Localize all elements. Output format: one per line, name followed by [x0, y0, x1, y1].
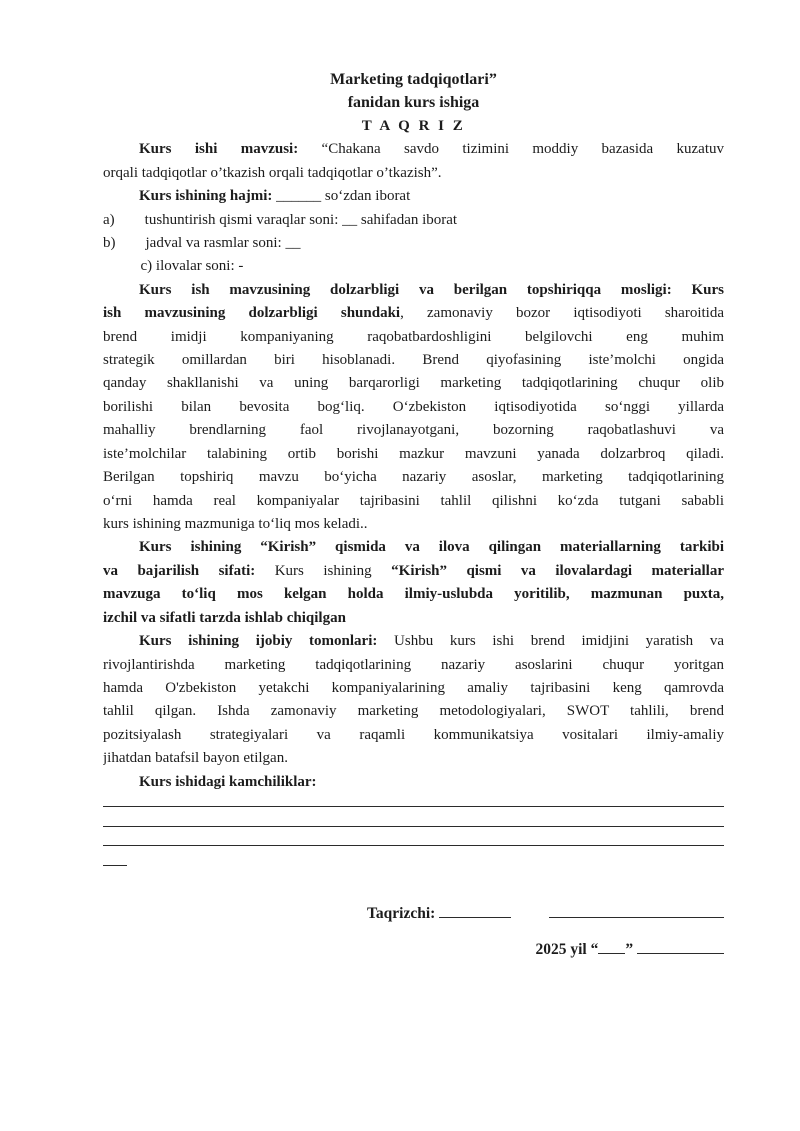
text-run: ”	[625, 941, 637, 958]
paragraph-line	[103, 302, 724, 325]
paragraph-line	[103, 162, 724, 185]
paragraph-line	[103, 771, 724, 794]
blank-underline-short	[103, 846, 127, 866]
blank-underline	[103, 807, 724, 827]
blank-underline	[103, 794, 724, 807]
paragraph-line	[103, 372, 724, 395]
text-run: brend imidji kompaniyaning raqobatbardoshligini belgilovchi eng muhim	[103, 328, 724, 345]
text-run: a) tushuntirish qismi varaqlar soni: __ sahifadan iborat	[103, 211, 458, 228]
paragraph-line	[103, 630, 724, 653]
text-run: Ushbu kurs ishi brend imidjini yaratish va	[394, 633, 724, 650]
paragraph-line	[103, 396, 724, 419]
text-run: Berilgan topshiriq mavzu bo‘yicha nazariy asoslar, marketing tadqiqotlarining	[103, 469, 724, 486]
paragraph-line	[103, 724, 724, 747]
text-run: 2025 yil “	[535, 941, 599, 958]
paragraph-line	[103, 232, 724, 255]
taqriz-heading	[103, 115, 724, 138]
text-run: mahalliy brendlarning faol rivojlanayotgani, bozorning raqobatlashuvi va	[103, 422, 724, 439]
text-run: orqali tadqiqotlar o’tkazish orqali tadqiqotlar o’tkazish”.	[103, 164, 442, 181]
paragraph-line	[103, 255, 724, 278]
paragraph-line	[103, 185, 724, 208]
fill-in-blank	[439, 906, 511, 918]
text-run: qanday shakllanishi va uning barqarorligi marketing tadqiqotlarining chuqur olib	[103, 375, 724, 392]
paragraph-line	[103, 209, 724, 232]
text-run: jihatdan batafsil bayon etilgan.	[103, 750, 288, 767]
text-run: iste’molchilar talabining ortib borishi mazkur mavzuni yanada dolzarbroq qiladi.	[103, 445, 724, 462]
text-run: borilishi bilan bevosita bog‘liq. O‘zbekiston iqtisodiyotida so‘nggi yillarda	[103, 398, 724, 415]
date-line	[103, 938, 724, 961]
blank-underline	[103, 827, 724, 847]
text-run: T A Q R I Z	[361, 117, 466, 134]
paragraph-line	[103, 607, 724, 630]
text-run: o‘rni hamda real kompaniyalar tajribasini tahlil qilishni ko‘zda tutgani sababli	[103, 492, 724, 509]
text-run: Kurs ishining ijobiy tomonlari:	[139, 633, 395, 650]
text-run: ish mavzusining dolzarbligi shundaki	[103, 305, 401, 322]
text-run: ______ so‘zdan iborat	[276, 188, 411, 205]
paragraph-line	[103, 513, 724, 536]
text-run: pozitsiyalash strategiyalari va raqamli kommunikatsiya vositalari ilmiy-amaliy	[103, 726, 724, 743]
paragraph-line	[103, 138, 724, 161]
fill-in-blank	[549, 906, 724, 918]
text-run: rivojlantirishda marketing tadqiqotlarining nazariy asoslarini chuqur yoritgan	[103, 656, 724, 673]
text-run: hamda O'zbekiston yetakchi kompaniyalarining amaliy tajribasini keng qamrovda	[103, 679, 724, 696]
document-title-line	[103, 68, 724, 91]
text-run: “Kirish” qismi va ilovalardagi materiallar	[391, 562, 724, 579]
text-run: “Chakana savdo tizimini moddiy bazasida kuzatuv	[321, 141, 724, 158]
text-run: fanidan kurs ishiga	[347, 94, 480, 112]
paragraph-line	[103, 279, 724, 302]
text-run: strategik omillardan biri hisoblanadi. Brend qiyofasining iste’molchi ongida	[103, 352, 724, 369]
text-run: Marketing tadqiqotlari”	[330, 71, 497, 88]
text-run: Kurs ish mavzusining dolzarbligi va berilgan topshiriqqa mosligi: Kurs	[139, 281, 724, 298]
paragraph-line	[103, 560, 724, 583]
text-run: Taqrizchi:	[367, 904, 440, 922]
document-title-line	[103, 91, 724, 114]
paragraph-line	[103, 490, 724, 513]
paragraph-line	[103, 536, 724, 559]
fill-in-blank	[637, 942, 724, 954]
paragraph-line	[103, 349, 724, 372]
spacer	[511, 917, 549, 918]
text-run: kurs ishining mazmuniga to‘liq mos keladi..	[103, 516, 368, 533]
fill-in-blank	[598, 942, 625, 954]
text-run: tahlil qilgan. Ishda zamonaviy marketing metodologiyalari, SWOT tahlili, brend	[103, 703, 724, 720]
text-run: izchil va sifatli tarzda ishlab chiqilgan	[103, 609, 346, 626]
paragraph-line	[103, 583, 724, 606]
paragraph-line	[103, 466, 724, 489]
paragraph-line	[103, 700, 724, 723]
paragraph-line	[103, 677, 724, 700]
text-run: , zamonaviy bozor iqtisodiyoti sharoitida	[400, 305, 724, 322]
paragraph-line	[103, 654, 724, 677]
text-run: Kurs ishining	[274, 562, 392, 579]
text-run: Kurs ishining hajmi:	[139, 188, 277, 205]
reviewer-signature-line	[103, 902, 724, 925]
text-run: c) ilovalar soni: -	[103, 258, 244, 275]
text-run: va bajarilish sifati:	[103, 562, 275, 579]
paragraph-line	[103, 747, 724, 770]
text-run: Kurs ishining “Kirish” qismida va ilova qilingan materiallarning tarkibi	[139, 539, 724, 556]
text-run: b) jadval va rasmlar soni: __	[103, 234, 301, 251]
text-run: mavzuga to‘liq mos kelgan holda ilmiy-uslubda yoritilib, mazmunan puxta,	[103, 586, 724, 603]
paragraph-line	[103, 443, 724, 466]
text-run: Kurs ishi mavzusi:	[139, 141, 322, 158]
paragraph-line	[103, 419, 724, 442]
text-run: Kurs ishidagi kamchiliklar:	[139, 773, 317, 790]
document-body	[103, 68, 724, 961]
paragraph-line	[103, 326, 724, 349]
